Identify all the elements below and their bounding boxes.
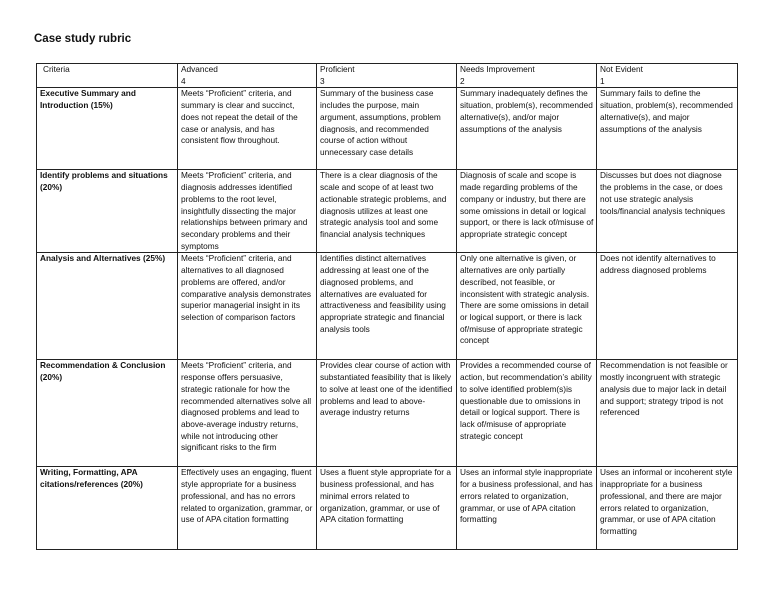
rubric-cell-not-evident: Summary fails to define the situation, problem(s), recommended alternative(s), and major assumptions of the analysis [597,88,738,170]
rubric-cell-proficient: Uses a fluent style appropriate for a business professional, and has minimal errors related to organization, grammar, or use of APA citation formatting [317,467,457,550]
document-title: Case study rubric [34,33,132,45]
rubric-cell-needs-improvement: Uses an informal style inappropriate for a business professional, and has errors related to organization, grammar, or use of APA citation formatting [457,467,597,550]
level-header-not-evident [597,64,738,88]
rubric-cell-not-evident: Recommendation is not feasible or mostly incongruent with strategic analysis due to major lack in detail and support; strategy tripod is not referenced [597,360,738,467]
rubric-header-row [37,64,738,88]
rubric-row-recommendation-conclusion [37,360,738,467]
rubric-cell-proficient: Identifies distinct alternatives addressing at least one of the diagnosed problems, and alternatives are evaluated for attractiveness and feasibility using appropriate strategic and financial analysis tools [317,253,457,360]
level-header-needs-improvement [457,64,597,88]
level-score: 4 [181,75,186,86]
rubric-cell-proficient: Provides clear course of action with substantiated feasibility that is likely to solve at least one of the identified problems and lead to above-average industry returns [317,360,457,467]
rubric-cell-advanced: Meets “Proficient” criteria, and alternatives to all diagnosed problems are offered, and/or comparative analysis demonstrates superior managerial insight in its selection of comparison factors [178,253,317,360]
criterion-cell: Identify problems and situations (20%) [37,170,178,253]
rubric-cell-advanced: Effectively uses an engaging, fluent style appropriate for a business professional, and has no errors related to organization, grammar, or use of APA citation formatting [178,467,317,550]
rubric-row-analysis-alternatives [37,253,738,360]
level-score: 1 [600,75,605,86]
rubric-cell-not-evident: Does not identify alternatives to address diagnosed problems [597,253,738,360]
criterion-cell: Writing, Formatting, APA citations/references (20%) [37,467,178,550]
rubric-row-writing-formatting [37,467,738,550]
rubric-cell-needs-improvement: Summary inadequately defines the situation, problem(s), recommended alternative(s), and/or major assumptions of the analysis [457,88,597,170]
rubric-row-executive-summary [37,88,738,170]
level-header-advanced [178,64,317,88]
rubric-cell-proficient: There is a clear diagnosis of the scale and scope of at least two actionable strategic problems, and diagnosis utilizes at least one strategic analysis tool and some financial analysis techniques [317,170,457,253]
rubric-cell-advanced: Meets “Proficient” criteria, and summary is clear and succinct, does not repeat the detail of the case or analysis, and has consistent flow throughout. [178,88,317,170]
rubric-cell-advanced: Meets “Proficient” criteria, and diagnosis addresses identified problems to the root level, insightfully dissecting the major relationships between primary and secondary problems and their symptoms [178,170,317,253]
rubric-cell-not-evident: Discusses but does not diagnose the problems in the case, or does not use strategic analysis tools/financial analysis techniques [597,170,738,253]
criterion-cell: Recommendation & Conclusion (20%) [37,360,178,467]
level-label: Proficient [320,64,355,74]
criterion-cell: Analysis and Alternatives (25%) [37,253,178,360]
criterion-cell: Executive Summary and Introduction (15%) [37,88,178,170]
level-header-proficient [317,64,457,88]
level-label: Needs Improvement [460,64,535,74]
rubric-cell-not-evident: Uses an informal or incoherent style inappropriate for a business professional, and there are major errors related to organization, grammar, or use of APA citation formatting [597,467,738,550]
rubric-row-identify-problems [37,170,738,253]
criteria-header: Criteria [37,64,178,88]
rubric-cell-needs-improvement: Provides a recommended course of action, but recommendation’s ability to solve identified problem(s)is questionable due to omissions in detail or logical support. There is lack of/misuse of appropriate strategic concept [457,360,597,467]
rubric-cell-proficient: Summary of the business case includes the purpose, main argument, assumptions, problem diagnosis, and recommended course of action without unnecessary case details [317,88,457,170]
level-score: 3 [320,75,325,86]
rubric-cell-advanced: Meets “Proficient” criteria, and response offers persuasive, strategic rationale for how the recommended alternatives solve all diagnosed problems and lead to above-average industry returns, while not introducing other significant risks to the firm [178,360,317,467]
rubric-cell-needs-improvement: Diagnosis of scale and scope is made regarding problems of the company or industry, but there are some omissions in detail or logical support, or there is lack of/misuse of appropriate strategic concept [457,170,597,253]
level-label: Not Evident [600,64,643,74]
rubric-table [36,63,738,550]
level-label: Advanced [181,64,218,74]
level-score: 2 [460,75,465,86]
rubric-cell-needs-improvement: Only one alternative is given, or alternatives are only partially described, not feasible, or inconsistent with strategic analysis. There are some omissions in detail or logical support, or there is lack of/misuse of appropriate strategic concept [457,253,597,360]
